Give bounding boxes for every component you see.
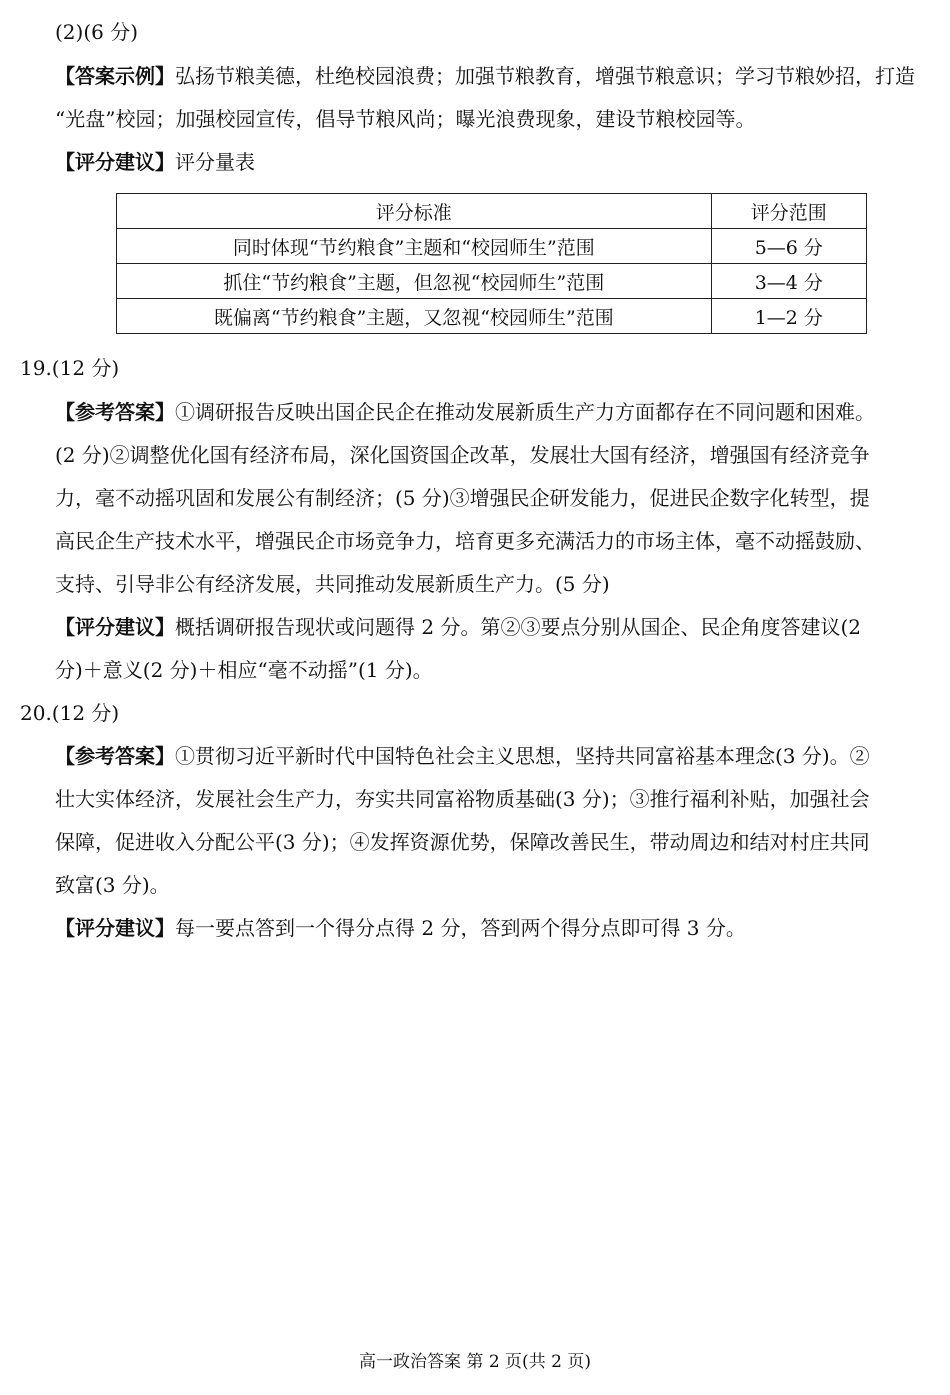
q18-2-advice-line — [55, 147, 255, 177]
scoring-advice-tag: 【评分建议】 — [55, 150, 175, 174]
table-cell-range: 5—6 分 — [711, 229, 866, 264]
table-cell-range: 3—4 分 — [711, 264, 866, 299]
table-row — [117, 299, 867, 334]
table-row — [117, 264, 867, 299]
table-cell-criteria: 同时体现“节约粮食”主题和“校园师生”范围 — [117, 229, 712, 264]
advice-text: 评分量表 — [175, 150, 255, 174]
q19-answer-line-2: (2 分)②调整优化国有经济布局，深化国资国企改革，发展壮大国有经济，增强国有经济竞争 — [55, 443, 870, 467]
q19-answer-line-4: 高民企生产技术水平，增强民企市场竞争力，培育更多充满活力的市场主体，毫不动摇鼓励、 — [55, 529, 875, 553]
table-row — [117, 229, 867, 264]
q20-answer-line-4: 致富(3 分)。 — [55, 873, 170, 897]
table-cell-criteria: 抓住“节约粮食”主题，但忽视“校园师生”范围 — [117, 264, 712, 299]
q20-answer-line-3: 保障，促进收入分配公平(3 分)；④发挥资源优势，保障改善民生，带动周边和结对村庄共同 — [55, 830, 870, 854]
q20-header: 20.(12 分) — [20, 701, 120, 725]
q19-header: 19.(12 分) — [20, 356, 120, 380]
q19-advice-line-2: 分)＋意义(2 分)＋相应“毫不动摇”(1 分)。 — [55, 658, 433, 682]
answer-example-tag: 【答案示例】 — [55, 64, 175, 88]
q19-answer-line-5: 支持、引导非公有经济发展，共同推动发展新质生产力。(5 分) — [55, 572, 610, 596]
reference-answer-tag: 【参考答案】 — [55, 400, 175, 424]
table-cell-criteria: 既偏离“节约粮食”主题，又忽视“校园师生”范围 — [117, 299, 712, 334]
q18-2-answer-line — [55, 61, 915, 91]
scoring-advice-tag: 【评分建议】 — [55, 615, 175, 639]
page-footer: 高一政治答案 第 2 页(共 2 页) — [359, 1352, 591, 1372]
advice-text: 概括调研报告现状或问题得 2 分。第②③要点分别从国企、民企角度答建议(2 — [175, 615, 861, 639]
q20-answer-line-2: 壮大实体经济，发展社会生产力，夯实共同富裕物质基础(3 分)；③推行福利补贴，加强社会 — [55, 787, 870, 811]
q18-2-header: (2)(6 分) — [55, 20, 139, 44]
table-header-range: 评分范围 — [711, 194, 866, 229]
q18-2-answer-line-2: “光盘”校园；加强校园宣传，倡导节粮风尚；曝光浪费现象，建设节粮校园等。 — [55, 107, 756, 131]
table-header-row — [117, 194, 867, 229]
table-cell-range: 1—2 分 — [711, 299, 866, 334]
q19-answer-line — [55, 397, 875, 427]
q19-advice-line — [55, 612, 861, 642]
table-header-criteria: 评分标准 — [117, 194, 712, 229]
q20-advice-line — [55, 913, 746, 943]
advice-text: 每一要点答到一个得分点得 2 分，答到两个得分点即可得 3 分。 — [175, 916, 746, 940]
q19-answer-line-3: 力，毫不动摇巩固和发展公有制经济；(5 分)③增强民企研发能力，促进民企数字化转型，提 — [55, 486, 870, 510]
scoring-rubric-table — [116, 193, 867, 334]
answer-text: 弘扬节粮美德，杜绝校园浪费；加强节粮教育，增强节粮意识；学习节粮妙招，打造 — [175, 64, 915, 88]
answer-text: ①贯彻习近平新时代中国特色社会主义思想，坚持共同富裕基本理念(3 分)。② — [175, 744, 870, 768]
answer-text: ①调研报告反映出国企民企在推动发展新质生产力方面都存在不同问题和困难。 — [175, 400, 875, 424]
scoring-advice-tag: 【评分建议】 — [55, 916, 175, 940]
reference-answer-tag: 【参考答案】 — [55, 744, 175, 768]
q20-answer-line — [55, 741, 870, 771]
